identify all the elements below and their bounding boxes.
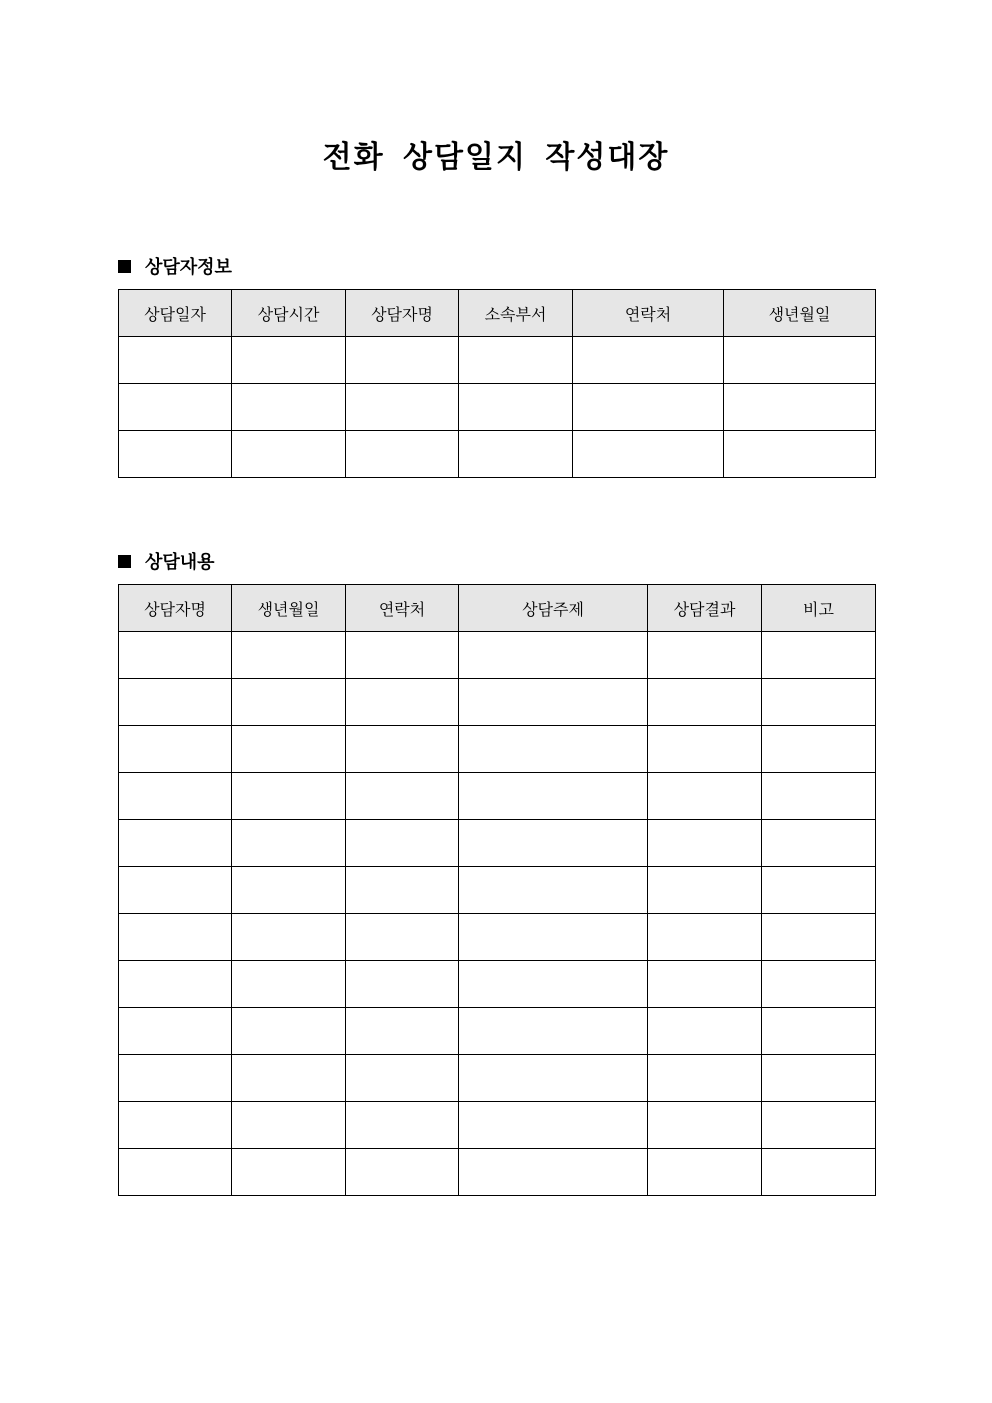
table-cell[interactable] [762,1008,876,1055]
table-cell[interactable] [762,1102,876,1149]
table-cell[interactable] [119,961,232,1008]
table-cell[interactable] [346,1008,459,1055]
table-cell[interactable] [232,1008,346,1055]
table-row [119,337,876,384]
table-cell[interactable] [459,961,648,1008]
table-cell[interactable] [762,820,876,867]
table-cell[interactable] [459,632,648,679]
column-header: 상담일자 [119,290,232,337]
column-header: 연락처 [346,585,459,632]
table-cell[interactable] [724,431,876,478]
table-cell[interactable] [648,1102,762,1149]
table-cell[interactable] [459,867,648,914]
table-cell[interactable] [232,1055,346,1102]
table-cell[interactable] [459,384,573,431]
table-cell[interactable] [762,867,876,914]
table-row [119,1055,876,1102]
table-cell[interactable] [119,1008,232,1055]
table-cell[interactable] [119,1055,232,1102]
column-header: 생년월일 [724,290,876,337]
table-row [119,679,876,726]
table-cell[interactable] [724,337,876,384]
table-cell[interactable] [762,914,876,961]
table-cell[interactable] [346,1149,459,1196]
table-cell[interactable] [459,820,648,867]
table-cell[interactable] [648,867,762,914]
table-cell[interactable] [232,914,346,961]
table-cell[interactable] [648,820,762,867]
table-cell[interactable] [232,337,346,384]
table-cell[interactable] [648,961,762,1008]
table-cell[interactable] [762,1055,876,1102]
table-cell[interactable] [346,337,459,384]
table-cell[interactable] [762,726,876,773]
section-heading-label: 상담자정보 [145,257,232,278]
table-cell[interactable] [119,337,232,384]
table-cell[interactable] [459,726,648,773]
table-cell[interactable] [346,726,459,773]
table-cell[interactable] [346,1055,459,1102]
column-header: 상담주제 [459,585,648,632]
column-header: 소속부서 [459,290,573,337]
table-row [119,632,876,679]
table-row [119,431,876,478]
table-cell[interactable] [232,773,346,820]
column-header: 생년월일 [232,585,346,632]
table-cell[interactable] [459,1149,648,1196]
table-cell[interactable] [232,1102,346,1149]
square-bullet-icon [118,260,131,273]
table-cell[interactable] [459,337,573,384]
table-cell[interactable] [119,1149,232,1196]
table-cell[interactable] [346,867,459,914]
table-cell[interactable] [573,337,724,384]
table-cell[interactable] [346,820,459,867]
table-cell[interactable] [119,384,232,431]
table-cell[interactable] [648,632,762,679]
table-cell[interactable] [119,726,232,773]
table-cell[interactable] [232,867,346,914]
table-cell[interactable] [119,632,232,679]
table-cell[interactable] [648,773,762,820]
table-cell[interactable] [459,431,573,478]
table-cell[interactable] [573,431,724,478]
column-header: 비고 [762,585,876,632]
table-cell[interactable] [119,820,232,867]
table-cell[interactable] [648,914,762,961]
table-cell[interactable] [232,961,346,1008]
table-row [119,1149,876,1196]
table-header-row [119,290,876,337]
square-bullet-icon [118,555,131,568]
table-cell[interactable] [232,820,346,867]
table-cell[interactable] [648,1055,762,1102]
table-cell[interactable] [762,632,876,679]
table-cell[interactable] [346,1102,459,1149]
table-cell[interactable] [459,1008,648,1055]
table-row [119,961,876,1008]
section-heading-label: 상담내용 [145,552,215,573]
table-cell[interactable] [119,431,232,478]
table-cell[interactable] [232,431,346,478]
table-cell[interactable] [648,1149,762,1196]
table-cell[interactable] [346,773,459,820]
table-cell[interactable] [459,914,648,961]
table-row [119,820,876,867]
table-cell[interactable] [119,679,232,726]
table-cell[interactable] [232,632,346,679]
consultation-content-table [118,584,876,1196]
table-cell[interactable] [346,679,459,726]
table-cell[interactable] [648,726,762,773]
section-heading-consultation-content [118,548,215,574]
column-header: 상담자명 [119,585,232,632]
table-cell[interactable] [346,914,459,961]
table-cell[interactable] [459,773,648,820]
table-row [119,867,876,914]
table-cell[interactable] [232,726,346,773]
table-cell[interactable] [762,961,876,1008]
table-cell[interactable] [459,1055,648,1102]
table-cell[interactable] [346,431,459,478]
table-row [119,773,876,820]
table-cell[interactable] [346,961,459,1008]
table-cell[interactable] [119,773,232,820]
table-cell[interactable] [648,1008,762,1055]
column-header: 상담결과 [648,585,762,632]
table-cell[interactable] [346,384,459,431]
counselor-info-table [118,289,876,478]
table-row [119,914,876,961]
table-row [119,1102,876,1149]
table-cell[interactable] [232,1149,346,1196]
table-cell[interactable] [459,679,648,726]
table-cell[interactable] [119,867,232,914]
table-row [119,384,876,431]
table-cell[interactable] [762,679,876,726]
table-cell[interactable] [119,914,232,961]
table-cell[interactable] [648,679,762,726]
table-cell[interactable] [762,1149,876,1196]
column-header: 상담자명 [346,290,459,337]
page-title: 전화 상담일지 작성대장 [322,140,670,175]
column-header: 상담시간 [232,290,346,337]
table-cell[interactable] [724,384,876,431]
table-header-row [119,585,876,632]
table-cell[interactable] [232,384,346,431]
table-row [119,726,876,773]
section-heading-counselor-info [118,253,232,279]
table-cell[interactable] [119,1102,232,1149]
table-cell[interactable] [573,384,724,431]
table-row [119,1008,876,1055]
table-cell[interactable] [346,632,459,679]
table-cell[interactable] [232,679,346,726]
table-cell[interactable] [762,773,876,820]
column-header: 연락처 [573,290,724,337]
table-cell[interactable] [459,1102,648,1149]
